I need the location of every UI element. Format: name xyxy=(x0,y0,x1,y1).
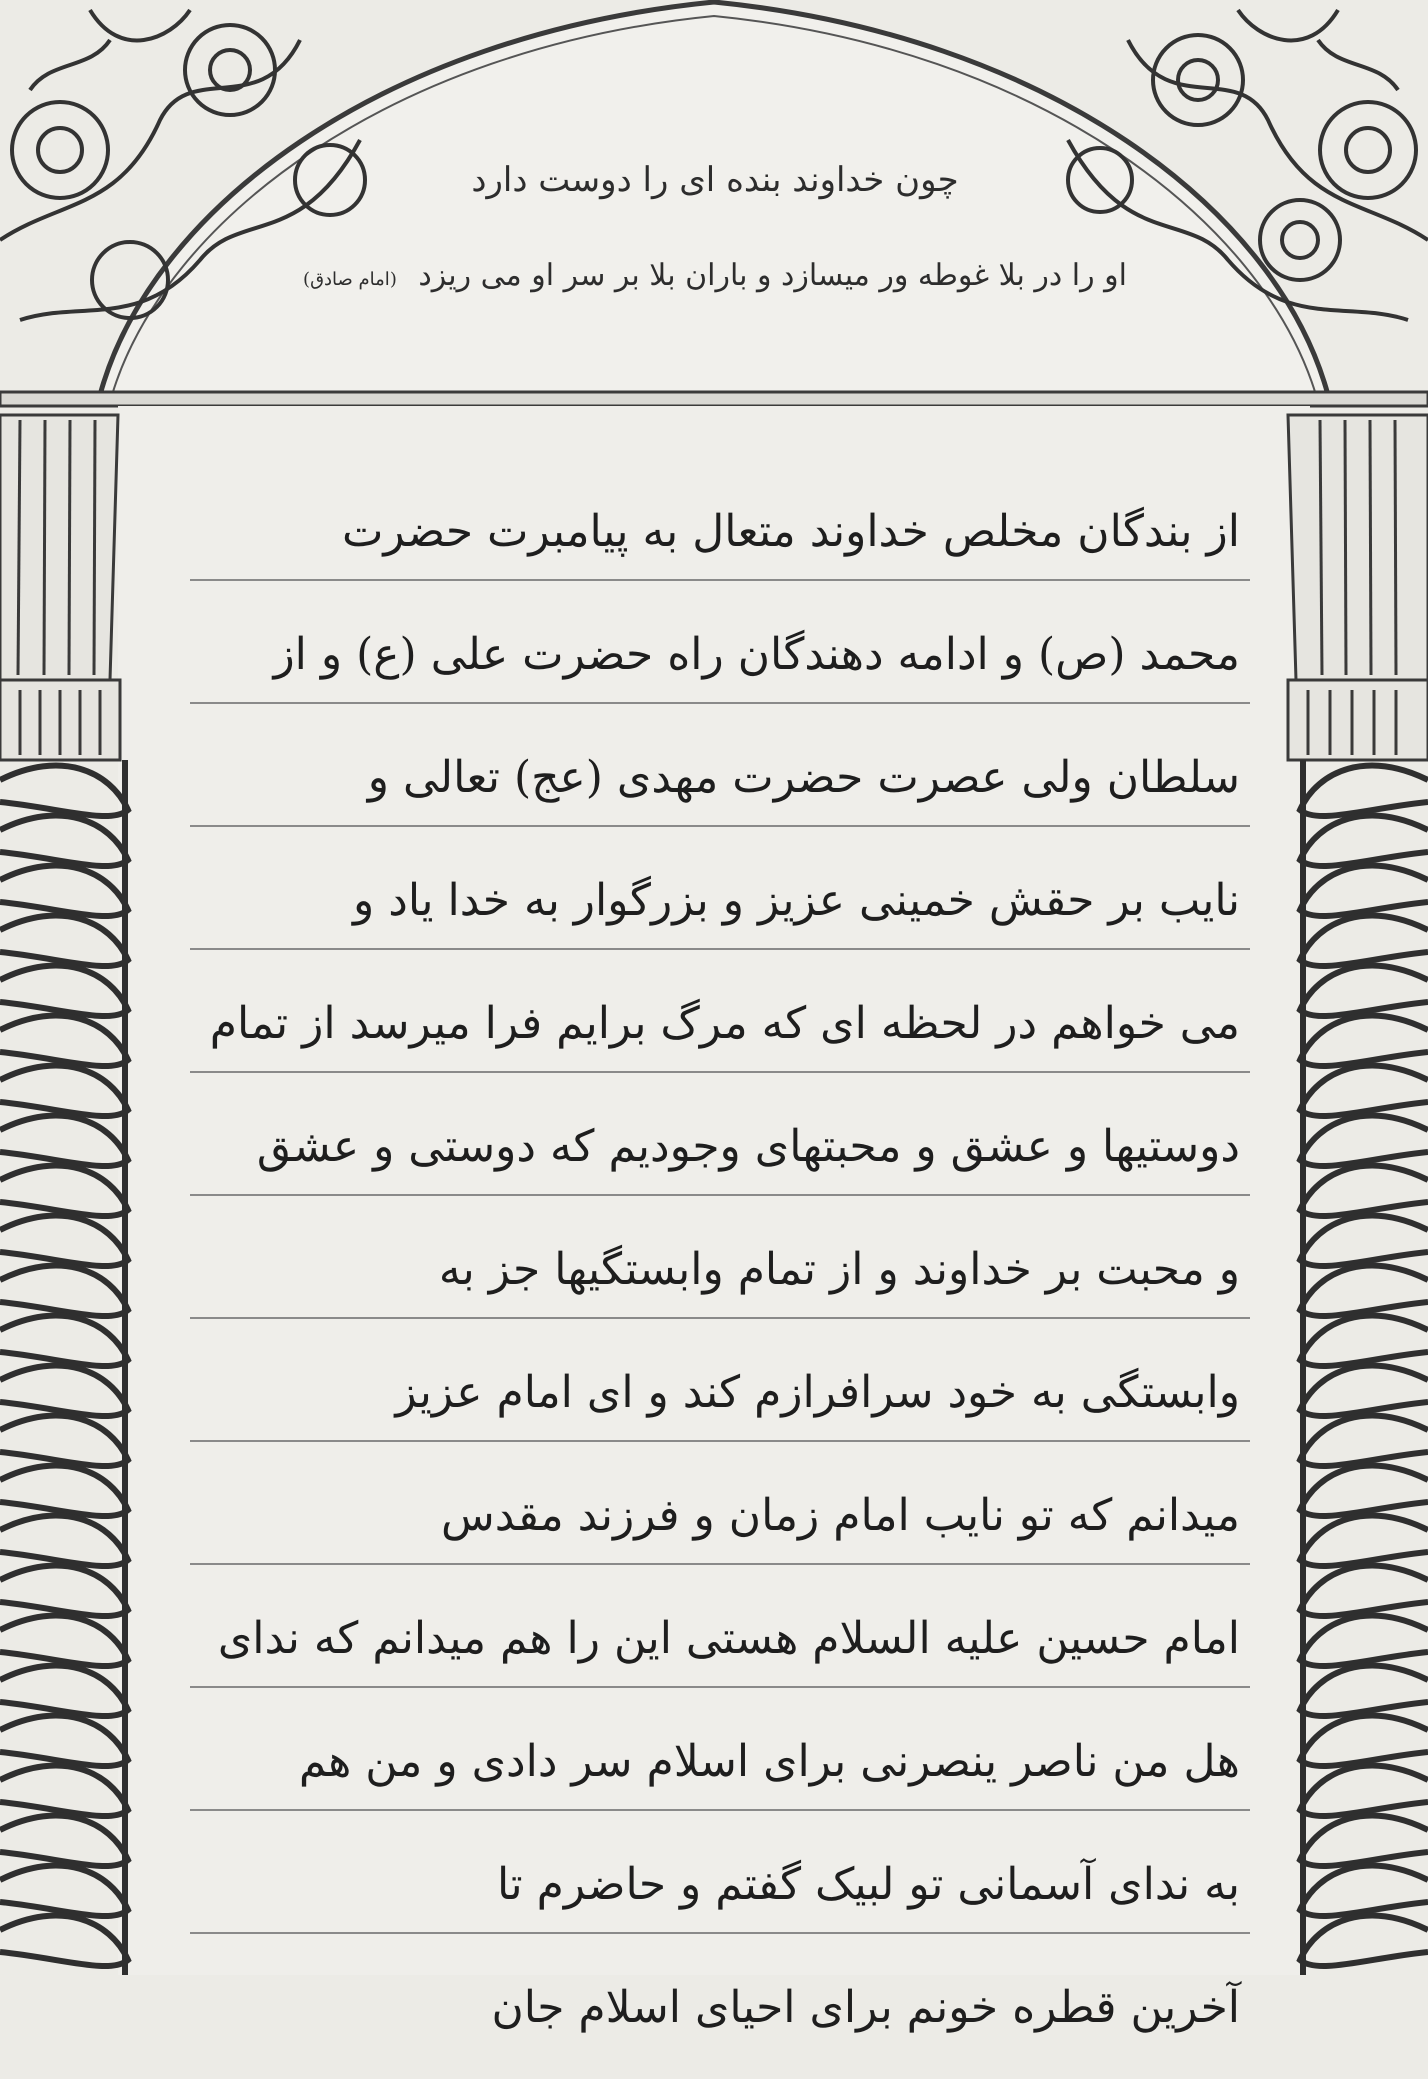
column-coil xyxy=(1300,1366,1428,1416)
column-coil xyxy=(0,1416,128,1466)
column-capital-right xyxy=(1288,415,1428,760)
column-coil xyxy=(0,1566,128,1616)
column-coil xyxy=(1300,1416,1428,1466)
column-coil xyxy=(1300,1466,1428,1516)
column-coil xyxy=(0,866,128,916)
letter-line: می خواهم در لحظه ای که مرگ برایم فرا میرسد از تمام xyxy=(209,998,1240,1049)
column-coil xyxy=(0,1516,128,1566)
column-coil xyxy=(0,1766,128,1816)
column-coil xyxy=(0,1366,128,1416)
column-coil xyxy=(0,1116,128,1166)
column-coil xyxy=(0,1266,128,1316)
letter-line: وابستگی به خود سرافرازم کند و ای امام عزیز xyxy=(395,1367,1240,1418)
column-coil xyxy=(1300,966,1428,1016)
column-coil xyxy=(0,1316,128,1366)
column-coil xyxy=(0,816,128,866)
header-quote-source: (امام صادق) xyxy=(303,269,397,290)
letter-line: آخرین قطره خونم برای احیای اسلام جان xyxy=(491,1982,1240,2033)
column-coil xyxy=(0,1616,128,1666)
column-capital-left xyxy=(0,415,120,760)
column-coil xyxy=(1300,766,1428,816)
column-coil xyxy=(1300,916,1428,966)
column-coil xyxy=(1300,1866,1428,1916)
column-coil xyxy=(0,1066,128,1116)
column-coil xyxy=(1300,1616,1428,1666)
twisted-column-right xyxy=(1300,760,1428,1975)
column-coil xyxy=(1300,1316,1428,1366)
column-coil xyxy=(1300,1566,1428,1616)
letter-line: امام حسین علیه السلام هستی این را هم میدانم که ندای xyxy=(217,1613,1240,1664)
column-coil xyxy=(0,966,128,1016)
column-coil xyxy=(1300,1166,1428,1216)
letter-line: سلطان ولی عصرت حضرت مهدی (عج) تعالی و xyxy=(367,752,1240,803)
column-coil xyxy=(0,1016,128,1066)
letter-line: به ندای آسمانی تو لبیک گفتم و حاضرم تا xyxy=(496,1859,1240,1910)
handwritten-letter-body xyxy=(130,480,1250,2079)
column-coil xyxy=(1300,1216,1428,1266)
header-quote-text: او را در بلا غوطه ور میسازد و باران بلا بر سر او می ریزد xyxy=(418,258,1127,293)
letter-line: از بندگان مخلص خداوند متعال به پیامبرت حضرت xyxy=(341,506,1240,557)
column-coil xyxy=(1300,1516,1428,1566)
lintel-bar xyxy=(0,392,1428,406)
column-coil xyxy=(1300,1066,1428,1116)
column-coil xyxy=(1300,1916,1428,1966)
letter-line: دوستیها و عشق و محبتهای وجودیم که دوستی و عشق xyxy=(256,1121,1240,1172)
column-coil xyxy=(0,1816,128,1866)
column-coil xyxy=(0,916,128,966)
letter-line: میدانم که تو نایب امام زمان و فرزند مقدس xyxy=(441,1490,1240,1541)
column-coil xyxy=(1300,1816,1428,1866)
letter-line: و محبت بر خداوند و از تمام وابستگیها جز به xyxy=(438,1244,1240,1295)
letter-line: نایب بر حقش خمینی عزیز و بزرگوار به خدا یاد و xyxy=(353,875,1240,926)
column-coil xyxy=(1300,1016,1428,1066)
header-quote-line-1: چون خداوند بنده ای را دوست دارد xyxy=(471,160,959,200)
column-coil xyxy=(0,1916,128,1966)
column-coil xyxy=(1300,866,1428,916)
column-coil xyxy=(0,766,128,816)
column-coil xyxy=(0,1716,128,1766)
column-coil xyxy=(1300,1266,1428,1316)
column-coil xyxy=(0,1166,128,1216)
column-coil xyxy=(1300,1666,1428,1716)
column-coil xyxy=(1300,1116,1428,1166)
column-coil xyxy=(1300,1766,1428,1816)
column-coil xyxy=(1300,816,1428,866)
column-coil xyxy=(0,1666,128,1716)
letter-line: هل من ناصر ینصرنی برای اسلام سر دادی و من هم xyxy=(298,1736,1240,1787)
column-coil xyxy=(0,1866,128,1916)
column-coil xyxy=(0,1216,128,1266)
twisted-column-left xyxy=(0,760,128,1975)
column-coil xyxy=(1300,1716,1428,1766)
column-coil xyxy=(0,1466,128,1516)
letter-line: محمد (ص) و ادامه دهندگان راه حضرت علی (ع) و از xyxy=(273,629,1240,680)
header-quote-line-2 xyxy=(250,258,1180,293)
